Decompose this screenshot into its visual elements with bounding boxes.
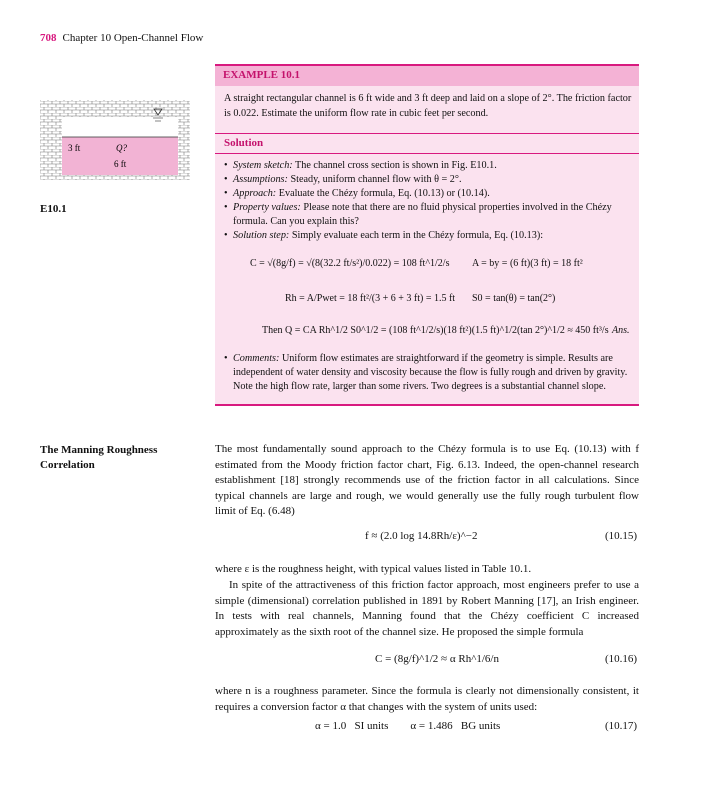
equation-10-17: α = 1.0 SI units α = 1.486 BG units <box>315 720 501 732</box>
channel-sketch <box>40 95 195 185</box>
equation-chezy-C: C = √(8g/f) = √(8(32.2 ft/s²)/0.022) = 108 ft^1/2/s <box>250 258 450 269</box>
running-header <box>40 32 203 44</box>
bullet-item: • System sketch: The channel cross section is shown in Fig. E10.1. <box>224 159 634 173</box>
paragraph-1: The most fundamentally sound approach to the Chézy formula is to use Eq. (10.13) with f estimated from the Moody friction factor chart, Fig. 6.13. Indeed, the open-channel research establishment [18] strongly recommends use of the friction factor in all calculations. Since typical channels are large and rough, we would generally use the fully rough turbulent flow limit of Eq. (6.48) <box>215 443 639 517</box>
paragraph-2: where ε is the roughness height, with typical values listed in Table 10.1. <box>215 563 532 575</box>
equation-number-10-16: (10.16) <box>605 653 638 665</box>
bullet-item: • Property values: Please note that there are no fluid physical properties involved in the Chézy formula. Can you explain this? <box>224 201 634 229</box>
solution-label: Solution <box>224 137 264 149</box>
equation-hydraulic-radius: Rh = A/Pwet = 18 ft²/(3 + 6 + 3 ft) = 1.5 ft <box>285 293 456 304</box>
depth-label: 3 ft <box>68 143 81 153</box>
answer-tag: Ans. <box>612 325 630 336</box>
comments-bullet <box>224 352 634 394</box>
page-number: 708 <box>40 32 57 44</box>
solution-divider <box>215 133 639 134</box>
chapter-title: Chapter 10 Open-Channel Flow <box>62 32 204 44</box>
solution-divider-2 <box>215 153 639 154</box>
equation-number-10-15: (10.15) <box>605 530 638 542</box>
width-label: 6 ft <box>114 159 127 169</box>
example-title: EXAMPLE 10.1 <box>223 69 300 81</box>
bullet-item: • Solution step: Simply evaluate each term in the Chézy formula, Eq. (10.13): <box>224 229 634 243</box>
bullet-item: • Approach: Evaluate the Chézy formula, Eq. (10.13) or (10.14). <box>224 187 634 201</box>
bullet-item: • Assumptions: Steady, uniform channel flow with θ = 2°. <box>224 173 634 187</box>
section-title: The Manning Roughness Correlation <box>40 444 158 471</box>
equation-10-16: C = (8g/f)^1/2 ≈ α Rh^1/6/n <box>375 653 499 665</box>
solution-bullets <box>224 159 634 243</box>
equation-number-10-17: (10.17) <box>605 720 638 732</box>
paragraph-4: where n is a roughness parameter. Since the formula is clearly not dimensionally consistent, it requires a conversion factor α that changes with the system of units used: <box>215 685 639 713</box>
equation-slope: S0 = tan(θ) = tan(2°) <box>472 293 556 304</box>
example-problem: A straight rectangular channel is 6 ft wide and 3 ft deep and laid on a slope of 2°. The friction factor is 0.022. Estimate the uniform flow rate in cubic feet per second. <box>224 93 632 119</box>
flow-label: Q? <box>116 143 127 153</box>
paragraph-3: In spite of the attractiveness of this friction factor approach, most engineers prefer to use a simple (dimensional) correlation published in 1891 by Robert Manning [17], an Irish engineer. In tests with real channels, Manning found that the Chézy coefficient C increased approximately as the sixth root of the channel size. He proposed the simple formula <box>215 579 639 638</box>
equation-10-15: f ≈ (2.0 log 14.8Rh/ε)^−2 <box>365 530 478 542</box>
equation-area: A = by = (6 ft)(3 ft) = 18 ft² <box>472 258 583 269</box>
equation-flow-rate: Then Q = CA Rh^1/2 S0^1/2 = (108 ft^1/2/s)(18 ft²)(1.5 ft)^1/2(tan 2°)^1/2 ≈ 450 ft³/s <box>262 325 609 336</box>
figure-caption: E10.1 <box>40 203 67 215</box>
bullet-item: • Comments: Uniform flow estimates are straightforward if the geometry is simple. Results are independent of water density and viscosity because the flow is fully rough and driven by gravity. Note the high flow rate, larger than some rivers. Two degrees is a substantial channel slope. <box>224 352 634 394</box>
